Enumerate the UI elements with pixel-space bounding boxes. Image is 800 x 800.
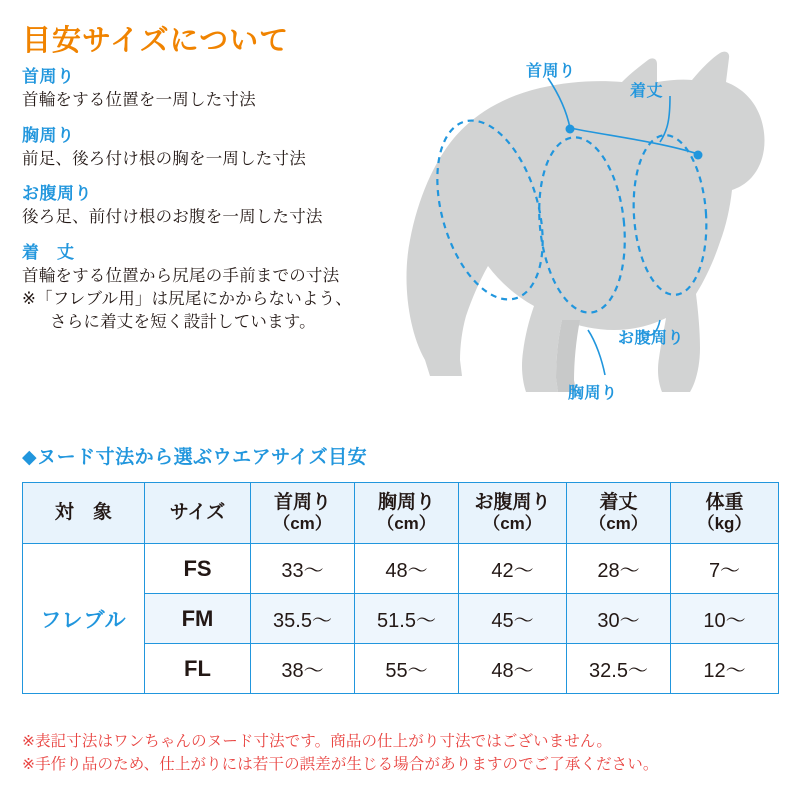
footnote-2: ※手作り品のため、仕上がりには若干の誤差が生じる場合がありますのでご了承ください。 [22,756,659,774]
table-cell-size: FM [145,594,251,644]
table-header-neck [251,483,355,544]
callout-label-length: 着丈 [630,83,664,100]
table-cell-weight: 7〜 [671,544,779,594]
table-row [23,544,779,594]
table-header-target [23,483,145,544]
table-cell-length: 30〜 [567,594,671,644]
table-cell-chest: 48〜 [355,544,459,594]
table-header-neck-label: 首周り [273,492,331,514]
table-header-weight [671,483,779,544]
endpoint-length [694,151,703,160]
table-cell-belly: 42〜 [459,544,567,594]
definition-desc-length: 首輪をする位置から尻尾の手前までの寸法 [22,267,340,286]
definition-desc-chest: 前足、後ろ付け根の胸を一周した寸法 [22,149,306,168]
definition-term-belly: お腹周り [22,184,92,204]
table-header-belly-unit: （cm） [483,514,542,534]
page-title: 目安サイズについて [22,25,290,57]
table-cell-target: フレブル [23,544,145,694]
table-cell-belly: 45〜 [459,594,567,644]
footnote-1: ※表記寸法はワンちゃんのヌード寸法です。商品の仕上がり寸法ではございません。 [22,733,612,750]
definition-term-chest: 胸周り [22,125,75,145]
dog-illustration [330,30,800,435]
footnotes [22,730,792,777]
callout-label-chest: 胸周り [568,385,618,402]
dog-diagram [330,30,800,435]
table-header-chest [355,483,459,544]
dog-body-path [406,52,764,392]
table-header-size [145,483,251,544]
table-header-row [23,483,779,544]
table-header-length [567,483,671,544]
table-header-belly-label: お腹周り [474,492,551,514]
table-header-length-unit: （cm） [589,514,648,534]
table-header-length-label: 着丈 [599,492,638,514]
endpoint-neck [566,125,575,134]
definition-note-line2: さらに着丈を短く設計しています。 [50,313,316,332]
table-header-target-label: 対 象 [54,502,112,524]
size-chart-table [22,482,779,694]
table-cell-neck: 35.5〜 [251,594,355,644]
table-cell-weight: 12〜 [671,644,779,694]
definition-desc-belly: 後ろ足、前付け根のお腹を一周した寸法 [22,208,323,227]
table-header-chest-unit: （cm） [377,514,436,534]
callout-label-belly: お腹周り [618,330,685,347]
callout-label-neck: 首周り [526,63,576,80]
table-header-weight-label: 体重 [705,492,744,514]
definition-term-neck: 首周り [22,67,75,86]
definition-note-line1: ※「フレブル用」は尻尾にかからないよう、 [22,289,353,308]
table-header-chest-label: 胸周り [377,492,435,514]
table-cell-belly: 48〜 [459,644,567,694]
dog-silhouette-shape [406,52,764,392]
table-cell-neck: 33〜 [251,544,355,594]
table-cell-length: 32.5〜 [567,644,671,694]
table-header-size-label: サイズ [169,502,226,524]
table-cell-neck: 38〜 [251,644,355,694]
table-cell-length: 28〜 [567,544,671,594]
definition-term-length: 着 丈 [22,243,75,263]
table-header-weight-unit: （kg） [697,514,752,534]
table-cell-chest: 55〜 [355,644,459,694]
table-cell-size: FS [145,544,251,594]
chest-leader [588,330,605,375]
definition-desc-neck: 首輪をする位置を一周した寸法 [22,90,256,109]
table-header-neck-unit: （cm） [273,514,332,534]
table-cell-chest: 51.5〜 [355,594,459,644]
table-header-belly [459,483,567,544]
table-cell-weight: 10〜 [671,594,779,644]
section-heading-size-chart: ◆ヌード寸法から選ぶウエアサイズ目安 [22,447,368,468]
table-cell-size: FL [145,644,251,694]
